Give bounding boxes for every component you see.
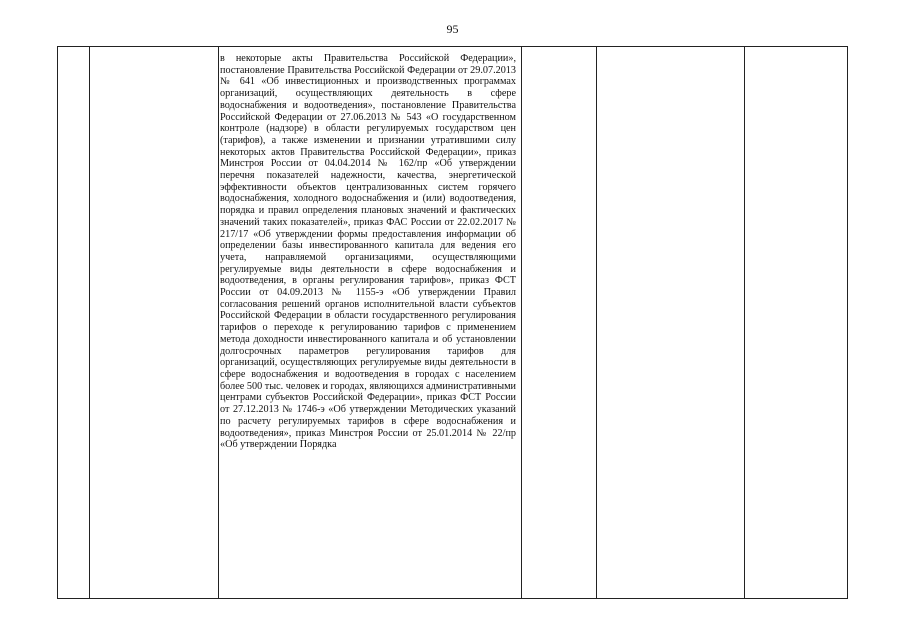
column-divider-5	[744, 47, 745, 598]
column-divider-4	[596, 47, 597, 598]
table-cell-text: в некоторые акты Правительства Российской Федерации», постановление Правительства Российской Федерации от 29.07.2013 № 641 «Об инвестиционных и производственных программах организаций, осуществляющих деятельность в сфере водоснабжения и водоотведения», постановление Правительства Российской Федерации от 27.06.2013 № 543 «О государственном контроле (надзоре) в области регулируемых государством цен (тарифов), а также изменении и признании утратившими силу некоторых актов Правительства Российской Федерации», приказ Минстроя России от 04.04.2014 № 162/пр «Об утверждении перечня показателей надежности, качества, энергетической эффективности объектов централизованных систем горячего водоснабжения, холодного водоснабжения и (или) водоотведения, порядка и правил определения плановых значений и фактических значений таких показателей», приказ ФАС России от 22.02.2017 № 217/17 «Об утверждении формы предоставления информации об определении базы инвестированного капитала для ведения его учета, направляемой организациями, осуществляющими регулируемые виды деятельности в сфере водоснабжения и водоотведения, в органы регулирования тарифов», приказ ФСТ России от 04.09.2013 № 1155-э «Об утверждении Правил согласования решений органов исполнительной власти субъектов Российской Федерации в области государственного регулирования тарифов о переходе к регулированию тарифов с применением метода доходности инвестированного капитала и об установлении долгосрочных параметров регулирования тарифов для организаций, осуществляющих регулируемые виды деятельности в сфере водоснабжения и водоотведения в городах с населением более 500 тыс. человек и городах, являющихся административными центрами субъектов Российской Федерации», приказ ФСТ России от 27.12.2013 № 1746-э «Об утверждении Методических указаний по расчету регулируемых тарифов в сфере водоснабжения и водоотведения», приказ Минстроя России от 25.01.2014 № 22/пр «Об утверждении Порядка	[220, 53, 516, 451]
document-table	[57, 46, 848, 599]
page-number: 95	[446, 22, 459, 36]
column-divider-2	[218, 47, 219, 598]
column-divider-3	[521, 47, 522, 598]
column-divider-1	[89, 47, 90, 598]
